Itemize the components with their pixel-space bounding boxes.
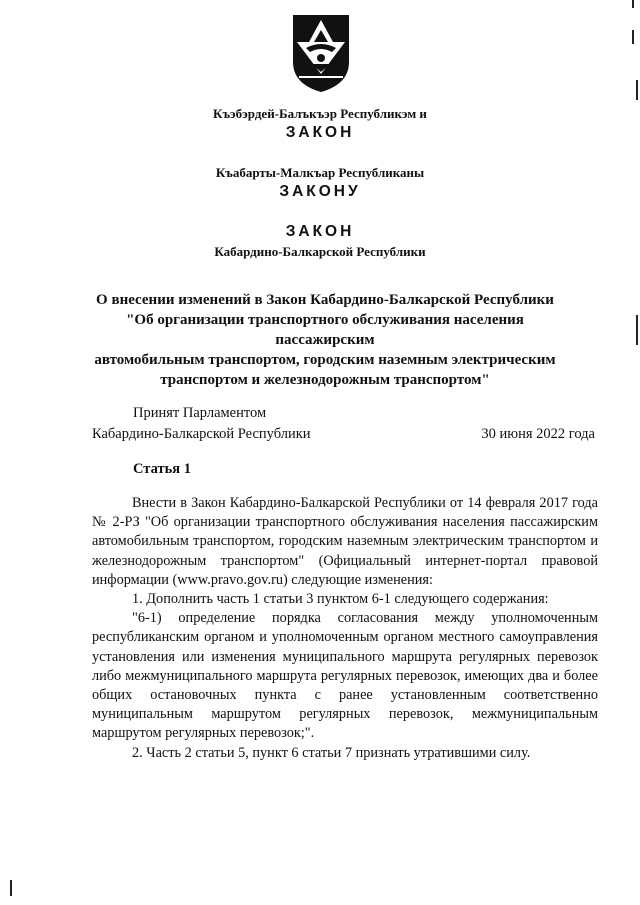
kabardian-law-word: ЗАКОН bbox=[285, 124, 355, 141]
balkar-republic-name: Къабарты-Малкъар Республиканы bbox=[215, 165, 425, 180]
russian-republic-name: Кабардино-Балкарской Республики bbox=[214, 244, 426, 259]
article-paragraph: 2. Часть 2 статьи 5, пункт 6 статьи 7 признать утратившими силу. bbox=[132, 744, 531, 761]
law-title-line: "Об организации транспортного обслуживания населения пассажирским bbox=[126, 312, 524, 348]
law-title-line: транспортом и железнодорожным транспортом" bbox=[160, 372, 490, 388]
scan-edge-mark bbox=[632, 30, 634, 44]
adopted-by-label: Принят Парламентом bbox=[133, 405, 267, 421]
law-title-line: автомобильным транспортом, городским наземным электрическим bbox=[94, 352, 556, 368]
balkar-law-word: ЗАКОНУ bbox=[279, 183, 361, 200]
article-body bbox=[92, 494, 598, 763]
scan-edge-mark bbox=[636, 80, 638, 100]
article-paragraph: Внести в Закон Кабардино-Балкарской Республики от 14 февраля 2017 года № 2-РЗ "Об организации транспортного обслуживания населения пассажирским автомобильным транспортом, городским наземным электрическим транспортом и железнодорожным транспортом" (Официальный интернет-портал правовой информации (www.pravo.gov.ru) следующие изменения: bbox=[92, 495, 598, 588]
russian-law-word: ЗАКОН bbox=[285, 223, 355, 240]
article-heading: Статья 1 bbox=[133, 461, 191, 477]
law-title bbox=[80, 290, 570, 390]
article-paragraph: "6-1) определение порядка согласования между уполномоченным республиканским органом и уполномоченным органом местного самоуправления установления или изменения муниципального маршрута регулярных перевозок либо межмуниципального маршрута регулярных перевозок, имеющих два и более общих остановочных пункта с ранее установленным соответственно муниципальным маршрутом регулярных перевозок, межмуниципальным маршрутом регулярных перевозок;". bbox=[92, 610, 598, 742]
adopted-by-parliament: Кабардино-Балкарской Республики bbox=[92, 426, 311, 442]
scan-edge-mark bbox=[10, 880, 12, 896]
coat-of-arms-icon bbox=[290, 12, 352, 94]
scan-edge-mark bbox=[636, 315, 638, 345]
kabardian-republic-name: Къэбэрдей-Балъкъэр Республикэм и bbox=[213, 106, 427, 121]
article-paragraph: 1. Дополнить часть 1 статьи 3 пунктом 6-1 следующего содержания: bbox=[132, 591, 549, 608]
scan-edge-mark bbox=[632, 0, 634, 8]
adoption-date: 30 июня 2022 года bbox=[481, 426, 595, 442]
law-title-line: О внесении изменений в Закон Кабардино-Балкарской Республики bbox=[96, 292, 554, 308]
